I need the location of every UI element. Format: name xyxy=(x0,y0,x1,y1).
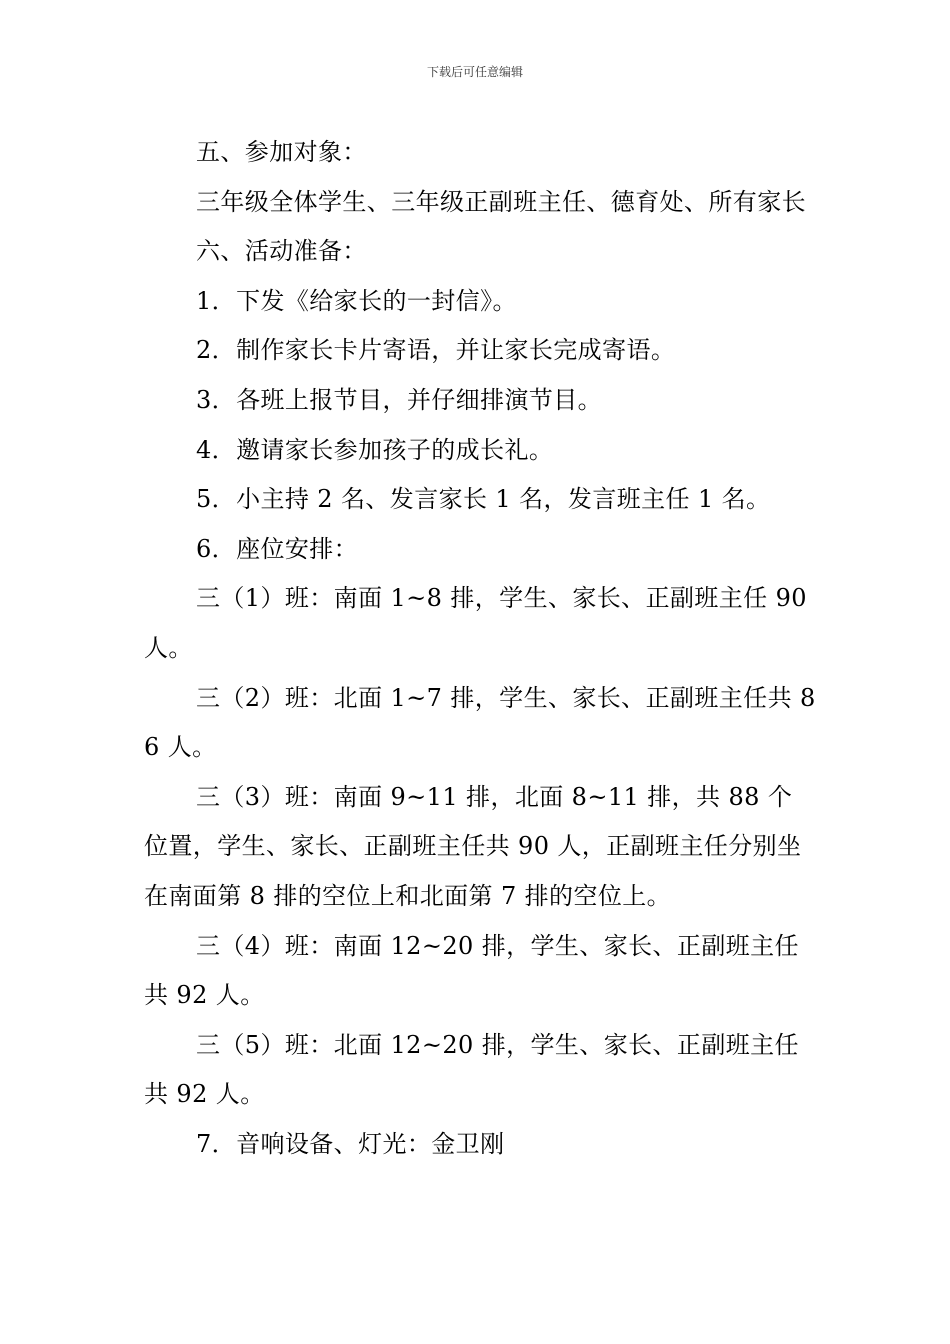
seating-class-1: 三（1）班：南面 1~8 排，学生、家长、正副班主任 90 人。 xyxy=(144,584,807,662)
section-heading-preparation: 六、活动准备： xyxy=(196,237,367,266)
list-item: 1．下发《给家长的一封信》。 xyxy=(196,286,517,315)
participants-text: 三年级全体学生、三年级正副班主任、德育处、所有家长 xyxy=(196,187,806,216)
list-item: 3．各班上报节目，并仔细排演节目。 xyxy=(196,385,603,414)
seating-class-3: 三（3）班：南面 9~11 排，北面 8~11 排，共 88 个位置，学生、家长、正副班主任共 90 人，正副班主任分别坐在南面第 8 排的空位上和北面第 7 排的空位上。 xyxy=(144,782,802,910)
seating-class-5: 三（5）班：北面 12~20 排，学生、家长、正副班主任共 92 人。 xyxy=(144,1030,799,1109)
section-heading-participants: 五、参加对象： xyxy=(196,138,367,166)
page-header: 下载后可任意编辑 xyxy=(426,65,523,79)
list-item: 5．小主持 2 名、发言家长 1 名，发言班主任 1 名。 xyxy=(196,485,771,514)
document-body xyxy=(144,128,816,1169)
list-item: 2．制作家长卡片寄语，并让家长完成寄语。 xyxy=(196,336,676,365)
list-item: 6．座位安排： xyxy=(196,534,359,563)
seating-class-2: 三（2）班：北面 1~7 排，学生、家长、正副班主任共 86 人。 xyxy=(144,683,816,762)
seating-class-4: 三（4）班：南面 12~20 排，学生、家长、正副班主任共 92 人。 xyxy=(144,931,799,1010)
list-item: 4．邀请家长参加孩子的成长礼。 xyxy=(196,435,554,464)
list-item: 7．音响设备、灯光：金卫刚 xyxy=(196,1129,505,1158)
